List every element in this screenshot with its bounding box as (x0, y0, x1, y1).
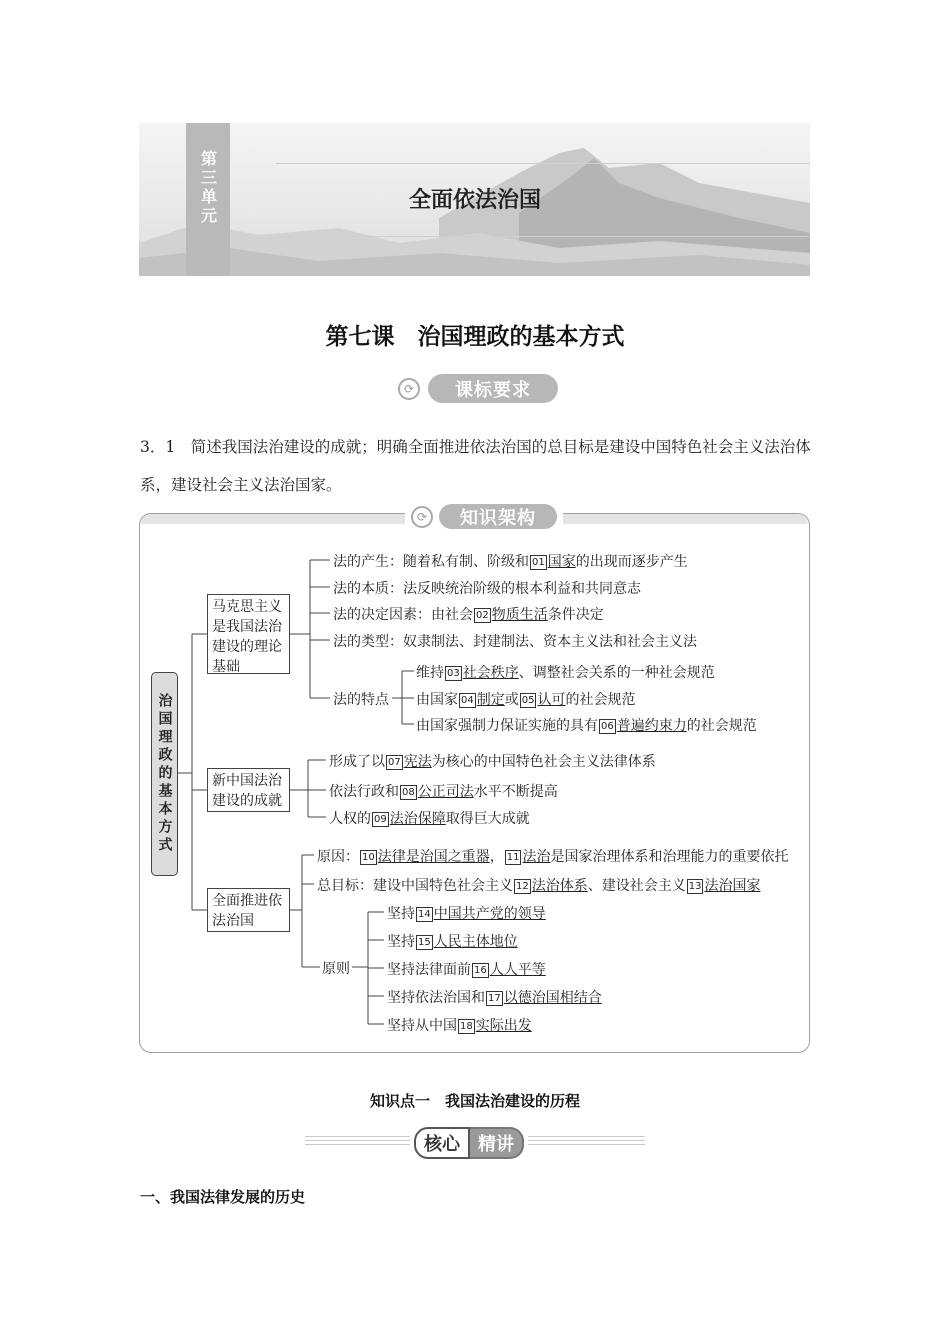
principle-item: 坚持 14 中国共产党的领导 (387, 906, 546, 922)
achievement-item: 人权的 09 法治保障取得巨大成就 (329, 811, 530, 827)
principle-item: 坚持从中国 18 实际出发 (387, 1018, 532, 1034)
rule-of-law-goal: 总目标：建设中国特色社会主义 12 法治体系、建设社会主义 13 法治国家 (317, 878, 761, 894)
achievement-item: 依法行政和 08 公正司法水平不断提高 (329, 784, 558, 800)
law-essence-item: 法的本质：法反映统治阶级的根本利益和共同意志 (333, 581, 641, 597)
refresh-icon: ⟳ (411, 506, 433, 528)
banner-rule (276, 163, 810, 164)
root-node-label: 治国理政的基本方式 (156, 693, 173, 855)
principles-label: 原则 (322, 961, 350, 977)
branch-box-theory: 马克思主义是我国法治建设的理论基础 (207, 594, 290, 674)
framework-header (405, 504, 563, 529)
law-feature-item: 由国家强制力保证实施的具有 06 普遍约束力的社会规范 (416, 718, 757, 734)
principle-item: 坚持法律面前 16 人人平等 (387, 962, 546, 978)
law-feature-item: 维持 03 社会秩序、调整社会关系的一种社会规范 (416, 665, 715, 681)
core-badge (410, 1127, 528, 1159)
branch-box-rule-of-law: 全面推进依法治国 (207, 888, 290, 932)
unit-label: 第三单元 (198, 150, 218, 226)
banner-rule (276, 236, 810, 237)
unit-title: 全面依法治国 (408, 187, 541, 213)
framework-pill: 知识架构 (439, 504, 557, 529)
law-feature-item: 由国家 04 制定或 05 认可的社会规范 (416, 692, 636, 708)
law-features-label: 法的特点 (333, 692, 389, 708)
requirements-text: 3．1 简述我国法治建设的成就；明确全面推进依法治国的总目标是建设中国特色社会主义法治体系，建设社会主义法治国家。 (140, 438, 811, 494)
achievement-item: 形成了以 07 宪法为核心的中国特色社会主义法律体系 (329, 754, 656, 770)
lesson-title: 第七课 治国理政的基本方式 (325, 323, 625, 350)
root-node (151, 672, 178, 876)
law-determinant-item: 法的决定因素：由社会 02 物质生活条件决定 (333, 607, 604, 623)
core-badge-right: 精讲 (470, 1127, 524, 1159)
knowledge-point-title: 知识点一 我国法治建设的历程 (369, 1092, 580, 1110)
law-types-item: 法的类型：奴隶制法、封建制法、资本主义法和社会主义法 (333, 634, 697, 650)
core-badge-left: 核心 (414, 1127, 470, 1159)
branch-box-achievements: 新中国法治建设的成就 (207, 768, 290, 812)
requirements-header (398, 374, 558, 403)
refresh-icon: ⟳ (398, 378, 420, 400)
rule-of-law-reason: 原因： 10 法律是治国之重器， 11 法治是国家治理体系和治理能力的重要依托 (317, 849, 789, 865)
law-origin-item: 法的产生：随着私有制、阶级和 01 国家的出现而逐步产生 (333, 554, 688, 570)
requirements-pill: 课标要求 (428, 374, 558, 403)
principle-item: 坚持依法治国和 17 以德治国相结合 (387, 990, 602, 1006)
principle-item: 坚持 15 人民主体地位 (387, 934, 518, 950)
section-title: 一、我国法律发展的历史 (140, 1188, 306, 1206)
